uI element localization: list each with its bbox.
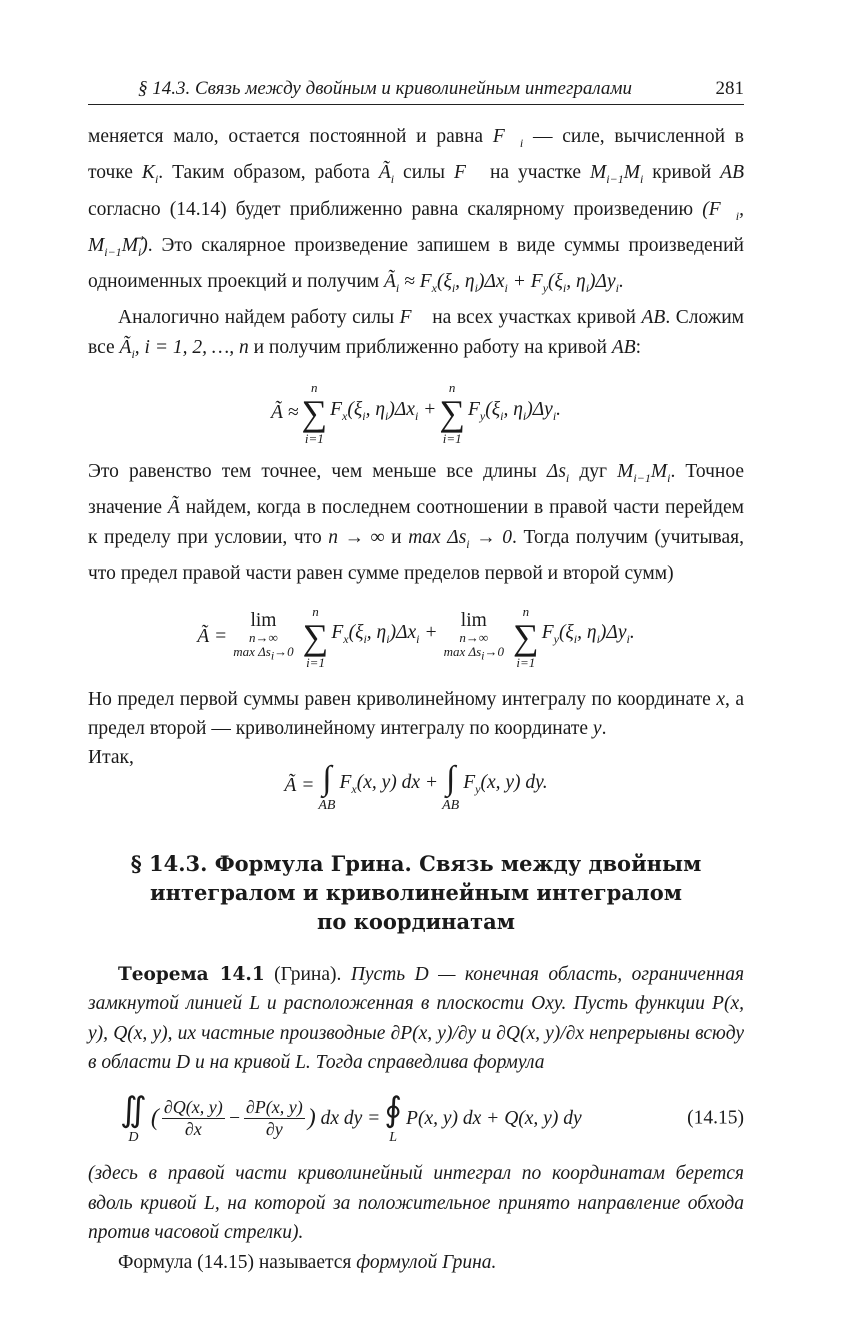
paragraph-1: меняется мало, остается постоянной и равна $F⃗_i$ — силе, вычисленной в точке $K_i$. Таким образом, работа $Ã_i$ силы F⃗ на участке $M_{i-1}M_i$ кривой AB согласно (14.14) будет приближенно равна скалярному произведению ($F⃗_i$, $M_{i-1}M_i⃗$). Это скалярное произведение запишем в виде суммы произведений одноименных проекций и получим $Ã_i \approx F_x(\xi_i$, $\eta_i)\Delta x_i + F_y(\xi_i$, $\eta_i)\Delta y_i$. bbox=[88, 126, 744, 296]
theorem-label: Теорема 14.1 bbox=[118, 963, 265, 985]
final-sentence: Формула (14.15) называется формулой Грина. bbox=[118, 1251, 497, 1273]
section-heading: § 14.3. Формула Грина. Связь между двойным интегралом и криволинейным интегралом по координатам bbox=[130, 850, 702, 934]
running-header bbox=[88, 78, 744, 105]
theorem-statement: Теорема 14.1 (Грина). Пусть D — конечная область, ограниченная замкнутой линией L и расположенная в плоскости Oxy. Пусть функции P(x, y), Q(x, y), их частные производные ∂P(x, y)/∂y и ∂Q(x, y)/∂x непрерывны всюду в области D и на кривой L. Тогда справедлива формула bbox=[88, 963, 745, 1074]
equation-approx-work: Ã ≈ n ∑ i=1 $F_x(\xi_i$, $\eta_i)\Delta x_i$ + n ∑ i=1 $F_y(\xi_i$, $\eta_i)\Delta y_i$. bbox=[270, 380, 562, 447]
theorem-note: (здесь в правой части криволинейный интеграл по координатам берется вдоль кривой L, на которой за положительное принято направление обхода против часовой стрелки). bbox=[88, 1163, 744, 1244]
page-body bbox=[88, 122, 744, 1277]
paragraph-3: Это равенство тем точнее, чем меньше все длины $\Delta s_i$ дуг $M_{i-1}M_i$. Точное значение Ã найдем, когда в последнем соотношении в правой части перейдем к пределу при условии, что n → ∞ и $\max \Delta s_i \to 0$. Тогда получим (учитывая, что предел правой части равен сумме пределов первой и второй сумм) bbox=[88, 461, 744, 585]
equation-green-formula: ∬ D ( $\frac{\partial Q(x, y)}{\partial x}$ − $\frac{\partial P(x, y)}{\partial y}$ ) dx dy = ∮ L P(x, y) dx + Q(x, y) dy (14.15) bbox=[120, 1092, 744, 1146]
page-number: 281 bbox=[715, 78, 744, 99]
paragraph-4: Но предел первой суммы равен криволинейному интегралу по координате x, а предел второй — криволинейному интегралу по координате y. Итак, bbox=[88, 688, 745, 769]
header-title: § 14.3. Связь между двойным и криволинейным интегралами bbox=[138, 78, 632, 99]
paragraph-2: Аналогично найдем работу силы F⃗ на всех участках кривой AB. Сложим все $Ã_i$, i = 1, 2, …, n и получим приближенно работу на кривой AB: bbox=[88, 307, 745, 361]
equation-line-integral: Ã = ∫ AB $F_x(x$, y) dx + ∫ AB $F_y(x$, y) dy. bbox=[284, 759, 548, 813]
equation-limit: Ã = lim n→∞ $\max \Delta s_i\to 0$ n ∑ i=1 $F_x(\xi_i$, $\eta_i)\Delta x_i$ + lim n→∞ $\max \Delta s_i\to 0$ n ∑ i=1 $F_y(\xi_i$, $\eta_i)\Delta y_i$. bbox=[197, 603, 635, 670]
equation-tag: (14.15) bbox=[687, 1107, 744, 1129]
